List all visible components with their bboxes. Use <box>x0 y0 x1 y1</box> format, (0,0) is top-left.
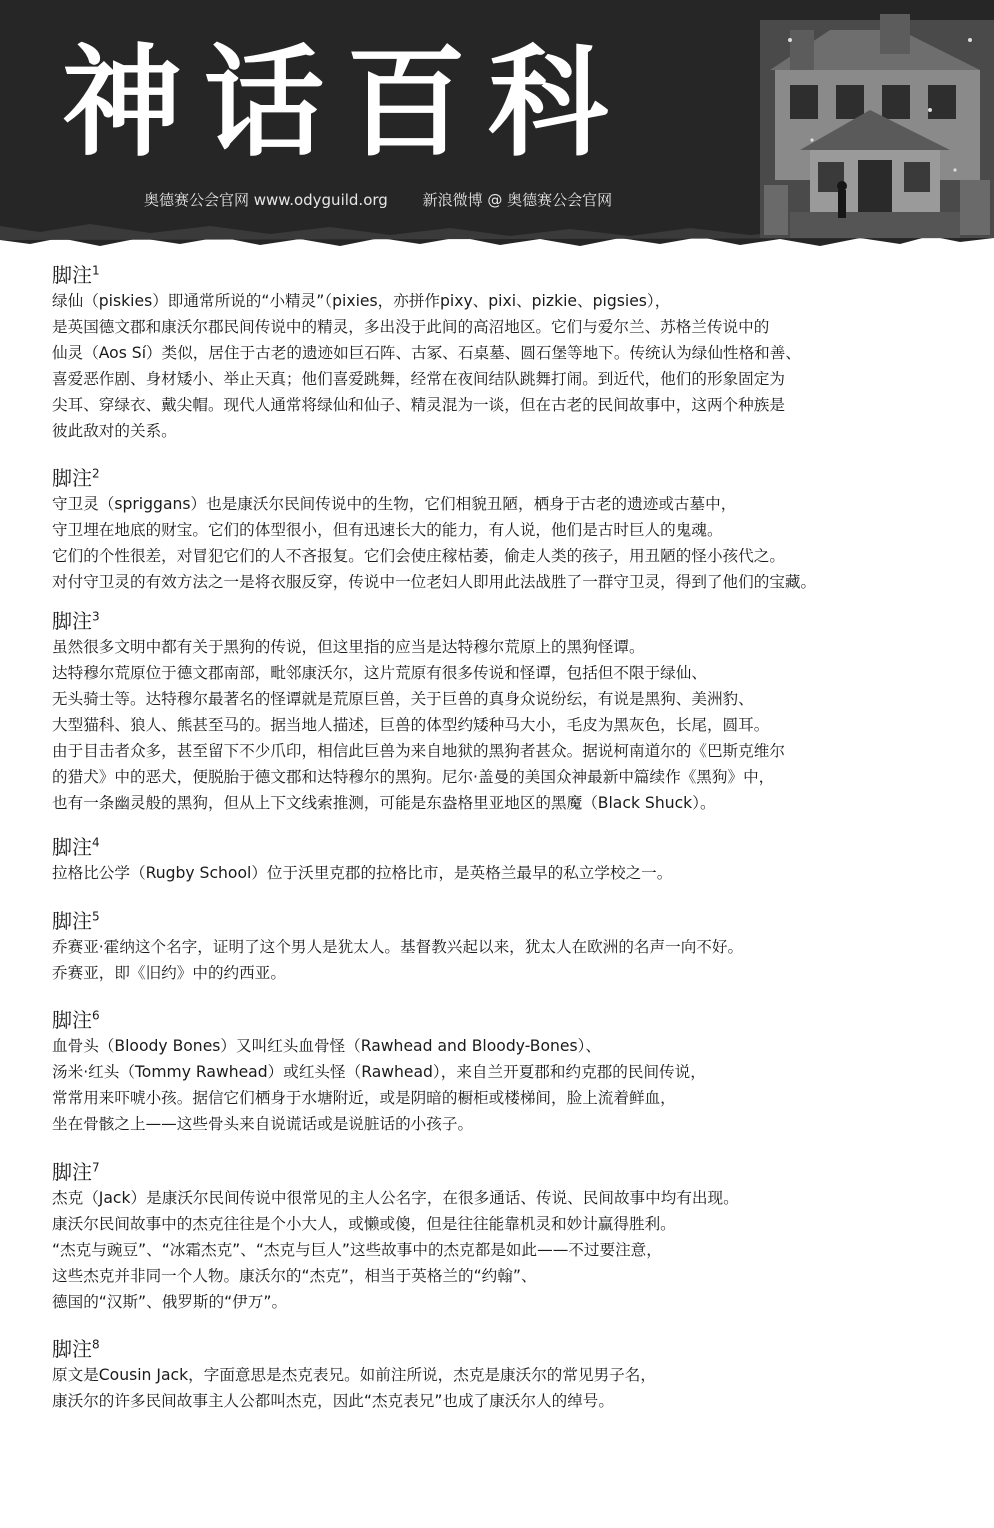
footnote-6 <box>52 1007 992 1137</box>
footnote-label: 脚注 <box>52 609 92 633</box>
footnote-label: 脚注 <box>52 1337 92 1361</box>
footnote-number: 8 <box>92 1337 100 1352</box>
footnote-heading <box>52 908 992 934</box>
footnote-text-line: 是英国德文郡和康沃尔郡民间传说中的精灵，多出没于此间的高沼地区。它们与爱尔兰、苏格兰传说中的 <box>52 318 770 336</box>
footnote-heading <box>52 608 992 634</box>
footnote-text-line: 坐在骨骸之上——这些骨头来自说谎话或是说脏话的小孩子。 <box>52 1115 474 1133</box>
footnote-text-line: 德国的“汉斯”、俄罗斯的“伊万”。 <box>52 1293 288 1311</box>
footnote-text-line: 它们的个性很差，对冒犯它们的人不吝报复。它们会使庄稼枯萎，偷走人类的孩子，用丑陋的怪小孩代之。 <box>52 547 785 565</box>
footnote-heading <box>52 1336 992 1362</box>
footnote-1 <box>52 262 992 444</box>
website-credit: 奥德赛公会官网 www.odyguild.org <box>144 191 388 209</box>
footnote-text-line: 杰克（Jack）是康沃尔民间传说中很常见的主人公名字，在很多通话、传说、民间故事中均有出现。 <box>52 1189 739 1207</box>
page-title: 神话百科 <box>62 34 630 173</box>
footnote-text-line: 这些杰克并非同一个人物。康沃尔的“杰克”，相当于英格兰的“约翰”、 <box>52 1267 537 1285</box>
footnote-text-line: 彼此敌对的关系。 <box>52 422 177 440</box>
footnotes-list <box>52 262 992 1414</box>
footnote-label: 脚注 <box>52 1160 92 1184</box>
footnote-heading <box>52 1159 992 1185</box>
footnote-text-line: 无头骑士等。达特穆尔最著名的怪谭就是荒原巨兽，关于巨兽的真身众说纷纭，有说是黑狗、美洲豹、 <box>52 690 754 708</box>
footnote-text-line: 拉格比公学（Rugby School）位于沃里克郡的拉格比市，是英格兰最早的私立学校之一。 <box>52 864 673 882</box>
footnote-label: 脚注 <box>52 909 92 933</box>
footnote-label: 脚注 <box>52 263 92 287</box>
footnote-text-line: “杰克与豌豆”、“冰霜杰克”、“杰克与巨人”这些故事中的杰克都是如此——不过要注意， <box>52 1241 662 1259</box>
footnote-text-line: 常常用来吓唬小孩。据信它们栖身于水塘附近，或是阴暗的橱柜或楼梯间，脸上流着鲜血， <box>52 1089 676 1107</box>
footnote-text-line: 乔赛亚·霍纳这个名字，证明了这个男人是犹太人。基督教兴起以来，犹太人在欧洲的名声一向不好。 <box>52 938 744 956</box>
footnote-text-line: 守卫埋在地底的财宝。它们的体型很小，但有迅速长大的能力，有人说，他们是古时巨人的鬼魂。 <box>52 521 723 539</box>
header-links <box>144 188 642 212</box>
footnote-label: 脚注 <box>52 466 92 490</box>
footnote-text-line: 虽然很多文明中都有关于黑狗的传说，但这里指的应当是达特穆尔荒原上的黑狗怪谭。 <box>52 638 645 656</box>
footnote-4 <box>52 834 992 886</box>
footnote-5 <box>52 908 992 986</box>
footnote-number: 5 <box>92 909 100 924</box>
footnote-text-line: 的猎犬》中的恶犬，便脱胎于德文郡和达特穆尔的黑狗。尼尔·盖曼的美国众神最新中篇续作《黑狗》中， <box>52 768 775 786</box>
footnote-number: 2 <box>92 466 100 481</box>
footnote-8 <box>52 1336 992 1414</box>
footnote-7 <box>52 1159 992 1315</box>
footnote-number: 7 <box>92 1160 100 1175</box>
footnote-label: 脚注 <box>52 835 92 859</box>
footnote-label: 脚注 <box>52 1008 92 1032</box>
footnote-text-line: 仙灵（Aos Sí）类似，居住于古老的遗迹如巨石阵、古冢、石桌墓、圆石堡等地下。传统认为绿仙性格和善、 <box>52 344 801 362</box>
footnote-text-line: 血骨头（Bloody Bones）又叫红头血骨怪（Rawhead and Bloody-Bones）、 <box>52 1037 601 1055</box>
footnote-text-line: 绿仙（piskies）即通常所说的“小精灵”（pixies，亦拼作pixy、pixi、pizkie、pigsies）， <box>52 292 671 310</box>
footnote-number: 6 <box>92 1008 100 1023</box>
house-illustration <box>760 14 994 238</box>
footnote-heading <box>52 834 992 860</box>
footnote-text-line: 尖耳、穿绿衣、戴尖帽。现代人通常将绿仙和仙子、精灵混为一谈，但在古老的民间故事中，这两个种族是 <box>52 396 785 414</box>
footnote-heading <box>52 262 992 288</box>
footnote-text-line: 由于目击者众多，甚至留下不少爪印，相信此巨兽为来自地狱的黑狗者甚众。据说柯南道尔的《巴斯克维尔 <box>52 742 785 760</box>
footnote-heading <box>52 1007 992 1033</box>
footnote-text-line: 康沃尔民间故事中的杰克往往是个小大人，或懒或傻，但是往往能靠机灵和妙计赢得胜利。 <box>52 1215 676 1233</box>
footnote-2 <box>52 465 992 595</box>
footnote-text-line: 守卫灵（spriggans）也是康沃尔民间传说中的生物，它们相貌丑陋，栖身于古老的遗迹或古墓中， <box>52 495 737 513</box>
footnote-text-line: 对付守卫灵的有效方法之一是将衣服反穿，传说中一位老妇人即用此法战胜了一群守卫灵，得到了他们的宝藏。 <box>52 573 817 591</box>
footnote-number: 1 <box>92 263 100 278</box>
footnote-text-line: 达特穆尔荒原位于德文郡南部，毗邻康沃尔，这片荒原有很多传说和怪谭，包括但不限于绿仙、 <box>52 664 707 682</box>
footnote-text-line: 原文是Cousin Jack，字面意思是杰克表兄。如前注所说，杰克是康沃尔的常见男子名， <box>52 1366 656 1384</box>
footnote-text-line: 乔赛亚，即《旧约》中的约西亚。 <box>52 964 286 982</box>
footnote-3 <box>52 608 992 816</box>
footnote-number: 4 <box>92 835 100 850</box>
header-banner <box>0 0 994 250</box>
weibo-credit: 新浪微博 @ 奥德赛公会官网 <box>422 191 613 209</box>
footnote-number: 3 <box>92 609 100 624</box>
footnote-heading <box>52 465 992 491</box>
footnote-text-line: 汤米·红头（Tommy Rawhead）或红头怪（Rawhead），来自兰开夏郡和约克郡的民间传说， <box>52 1063 706 1081</box>
footnote-text-line: 喜爱恶作剧、身材矮小、举止天真；他们喜爱跳舞，经常在夜间结队跳舞打闹。到近代，他们的形象固定为 <box>52 370 785 388</box>
footnote-text-line: 大型猫科、狼人、熊甚至马的。据当地人描述，巨兽的体型约矮种马大小，毛皮为黑灰色，长尾，圆耳。 <box>52 716 770 734</box>
footnote-text-line: 也有一条幽灵般的黑狗，但从上下文线索推测，可能是东盎格里亚地区的黑魔（Black Shuck）。 <box>52 794 716 812</box>
footnote-text-line: 康沃尔的许多民间故事主人公都叫杰克，因此“杰克表兄”也成了康沃尔人的绰号。 <box>52 1392 614 1410</box>
